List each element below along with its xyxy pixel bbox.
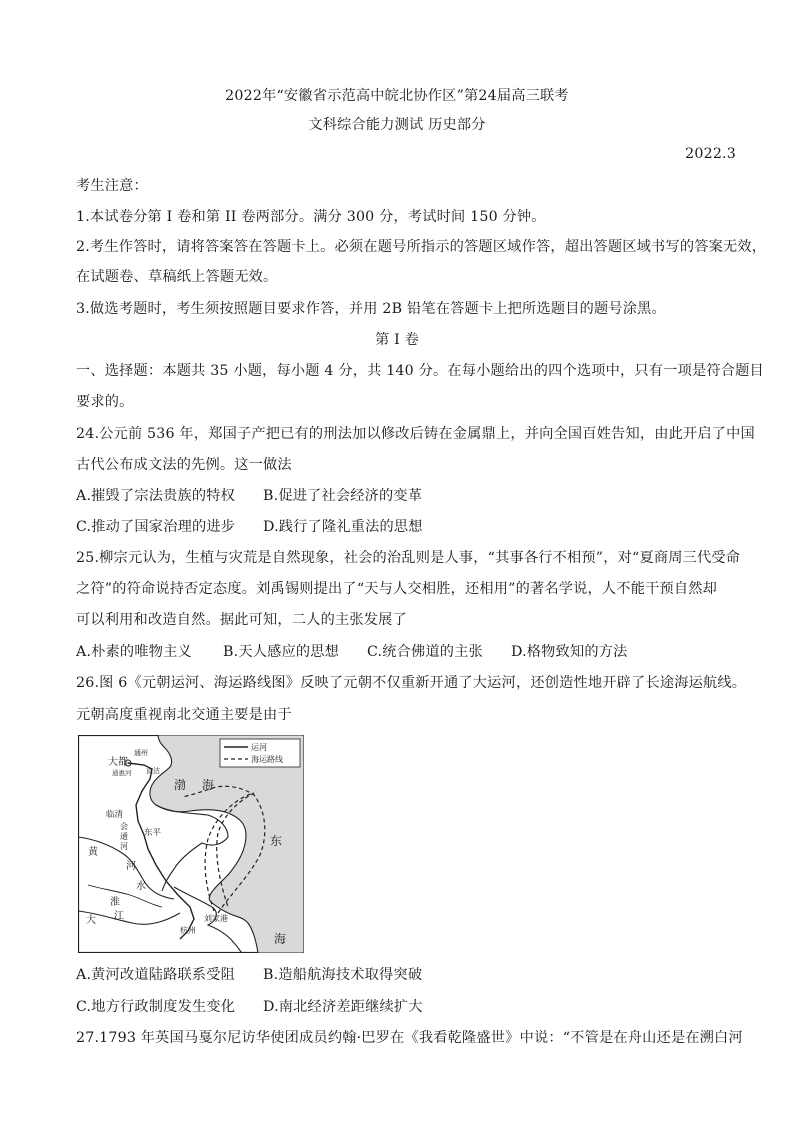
q26-option-b: B.造船航海技术取得突破 [263,967,423,983]
map-label-huitonghe-1: 会 [120,822,128,831]
map-label-zhigu: 直沽 [146,767,160,775]
q26-options-row-2 [76,997,423,1017]
q25-stem-line-3: 可以利用和改造自然。据此可知，二人的主张发展了 [76,612,407,628]
map-label-tonghui: 通惠河 [112,769,132,777]
map-label-hai: 海 [274,932,287,946]
q25-options-row [76,642,628,662]
q24-options-row-2 [76,517,423,537]
q26-option-a: A.黄河改道陆路联系受阻 [76,967,236,983]
map-label-huang: 黄 [88,847,98,858]
q24-stem-line-1: 24.公元前 536 年，郑国子产把已有的刑法加以修改后铸在金属鼎上，并向全国百姓告知，由此开启了中国 [76,426,755,442]
exam-date: 2022.3 [685,146,736,162]
q24-stem-line-2: 古代公布成文法的先例。这一做法 [76,457,292,473]
notice-item-1: 1.本试卷分第 I 卷和第 II 卷两部分。满分 300 分，考试时间 150 分钟。 [76,209,546,225]
q25-stem-line-2: 之符”的符命说持否定态度。刘禹锡则提出了“天与人交相胜，还相用”的著名学说，人不能干预自然却 [76,581,718,597]
map-label-dongping: 东平 [144,828,162,838]
q26-stem-line-1: 26.图 6《元朝运河、海运路线图》反映了元朝不仅重新开通了大运河，还创造性地开辟了长途海运航线。 [76,675,747,691]
map-label-shui: 水 [136,881,146,892]
map-label-tongzhou: 通州 [134,749,148,757]
yuan-canal-sea-route-map [78,735,304,953]
q25-stem-line-1: 25.柳宗元认为，生植与灾荒是自然现象，社会的治乱则是人事，“其事各行不相预”，对“夏商周三代受命 [76,550,741,566]
q24-option-b: B.促进了社会经济的变革 [263,488,423,504]
map-label-da: 大 [86,915,96,926]
map-label-huitonghe-2: 通 [120,832,128,841]
q24-option-a: A.摧毁了宗法贵族的特权 [76,488,236,504]
q25-option-a: A.朴素的唯物主义 [76,644,192,660]
map-label-dadu: 大都 [108,757,128,768]
notice-heading: 考生注意： [76,178,148,194]
map-label-bohai-1: 渤 [174,778,187,792]
q26-option-c: C.地方行政制度发生变化 [76,999,236,1015]
notice-item-2-line-2: 在试题卷、草稿纸上答题无效。 [76,269,278,285]
q24-options-row-1 [76,486,422,506]
q26-option-d: D.南北经济差距继续扩大 [263,999,423,1015]
map-label-hangzhou: 杭州 [180,926,196,935]
map-label-he: 河 [126,861,136,872]
map-label-linqing: 临清 [106,810,124,820]
section-intro-line-2: 要求的。 [76,394,134,410]
q26-stem-line-2: 元朝高度重视南北交通主要是由于 [76,707,292,723]
q25-option-c: C.统合佛道的主张 [367,644,483,660]
section-title: 第 I 卷 [375,332,419,348]
notice-item-3: 3.做选考题时，考生须按照题目要求作答，并用 2B 铅笔在答题卡上把所选题目的题号涂黑。 [76,301,666,317]
map-label-huai: 淮 [110,897,120,908]
exam-title: 2022年“安徽省示范高中皖北协作区”第24届高三联考 [225,88,569,104]
map-legend-canal-label: 运河 [251,743,267,752]
q26-options-row-1 [76,965,422,985]
q24-option-d: D.践行了隆礼重法的思想 [263,519,423,535]
q25-option-b: B.天人感应的思想 [223,644,340,660]
map-label-bohai-2: 海 [202,778,215,792]
map-label-jiang: 江 [114,911,124,922]
map-label-huitonghe-3: 河 [120,842,128,851]
map-legend-sea-label: 海运路线 [251,755,283,764]
map-label-liujiagang: 刘家港 [204,914,228,923]
q25-option-d: D.格物致知的方法 [511,644,628,660]
q27-stem-line-1: 27.1793 年英国马戛尔尼访华使团成员约翰·巴罗在《我看乾隆盛世》中说：“不管是在舟山还是在溯白河 [76,1030,743,1046]
section-intro-line-1: 一、选择题：本题共 35 小题，每小题 4 分，共 140 分。在每小题给出的四个选项中，只有一项是符合题目 [76,363,764,379]
notice-item-2-line-1: 2.考生作答时，请将答案答在答题卡上。必须在题号所指示的答题区域作答，超出答题区域书写的答案无效， [76,239,767,255]
exam-subtitle: 文科综合能力测试 历史部分 [308,117,486,133]
q24-option-c: C.推动了国家治理的进步 [76,519,236,535]
map-label-dong: 东 [270,834,283,848]
